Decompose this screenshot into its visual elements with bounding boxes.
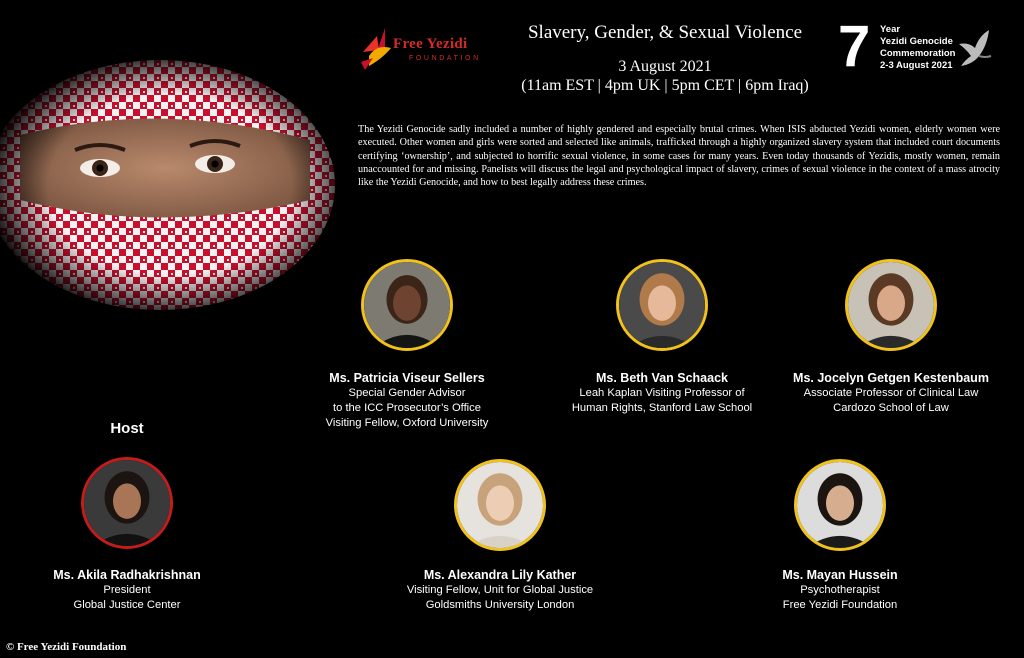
event-date: 3 August 2021 bbox=[618, 58, 712, 75]
speaker-photo-alexandra bbox=[454, 459, 546, 551]
speaker-card-patricia bbox=[300, 370, 514, 431]
speaker-card-beth bbox=[555, 370, 769, 416]
dove-icon bbox=[955, 26, 995, 70]
speaker-photo-mayan bbox=[794, 459, 886, 551]
badge-line: 2-3 August 2021 bbox=[880, 60, 953, 71]
speaker-role: Human Rights, Stanford Law School bbox=[571, 402, 753, 414]
speaker-photo-beth bbox=[616, 259, 708, 351]
hero-photo bbox=[0, 60, 340, 310]
speaker-name: Ms. Patricia Viseur Sellers bbox=[329, 371, 485, 385]
speaker-role: Visiting Fellow, Oxford University bbox=[325, 417, 489, 429]
event-title: Slavery, Gender, & Sexual Violence bbox=[527, 22, 803, 43]
speaker-card-jocelyn bbox=[780, 370, 1002, 416]
badge-line: Year bbox=[880, 24, 901, 35]
speaker-card-alexandra bbox=[393, 567, 607, 613]
speaker-role: Visiting Fellow, Unit for Global Justice bbox=[406, 584, 594, 596]
speaker-role: Free Yezidi Foundation bbox=[782, 599, 898, 611]
event-times: (11am EST | 4pm UK | 5pm CET | 6pm Iraq) bbox=[521, 77, 809, 94]
logo-subtitle: FOUNDATION bbox=[409, 55, 481, 62]
speaker-role: Cardozo School of Law bbox=[833, 402, 949, 414]
speaker-role: Associate Professor of Clinical Law bbox=[803, 387, 979, 399]
speaker-name: Ms. Akila Radhakrishnan bbox=[53, 568, 201, 582]
speaker-card-akila bbox=[25, 567, 229, 613]
speaker-role: Leah Kaplan Visiting Professor of bbox=[579, 387, 745, 399]
speaker-role: to the ICC Prosecutor’s Office bbox=[333, 402, 481, 414]
speaker-name: Ms. Jocelyn Getgen Kestenbaum bbox=[793, 371, 989, 385]
host-label: Host bbox=[110, 420, 144, 437]
speaker-role: Special Gender Advisor bbox=[348, 387, 466, 399]
logo-wordmark: Free Yezidi bbox=[393, 36, 468, 52]
speaker-role: President bbox=[103, 584, 151, 596]
badge-line: Yezidi Genocide bbox=[880, 36, 953, 47]
speaker-name: Ms. Mayan Hussein bbox=[782, 568, 898, 582]
badge-text bbox=[880, 24, 955, 72]
speaker-name: Ms. Beth Van Schaack bbox=[595, 371, 728, 385]
speaker-photo-jocelyn bbox=[845, 259, 937, 351]
speaker-photo-akila bbox=[81, 457, 173, 549]
speaker-name: Ms. Alexandra Lily Kather bbox=[423, 568, 577, 582]
event-description: The Yezidi Genocide sadly included a number of highly gendered and especially brutal crimes. When ISIS abducted Yezidi women, elderly women were executed. Other women and girls were sorted and selected like animals, trafficked through a highly organized slavery system that included court documents certifying ‘ownership’, and subjected to horrific sexual violence, in some cases for many years. Even today thousands of Yezidis, mostly women, remain unaccounted for and missing. Panelists will discuss the legal and psychological impact of slavery, crimes of sexual violence in the context of a mass atrocity like the Yezidi Genocide, and how to best legally address these crimes. bbox=[358, 124, 1000, 189]
badge-number: 7 bbox=[838, 14, 871, 79]
speaker-role: Psychotherapist bbox=[800, 584, 880, 596]
speaker-photo-patricia bbox=[361, 259, 453, 351]
copyright-notice: © Free Yezidi Foundation bbox=[6, 641, 127, 653]
speaker-role: Global Justice Center bbox=[73, 599, 181, 611]
badge-line: Commemoration bbox=[880, 48, 956, 59]
speaker-role: Goldsmiths University London bbox=[425, 599, 575, 611]
speaker-card-mayan bbox=[740, 567, 940, 613]
